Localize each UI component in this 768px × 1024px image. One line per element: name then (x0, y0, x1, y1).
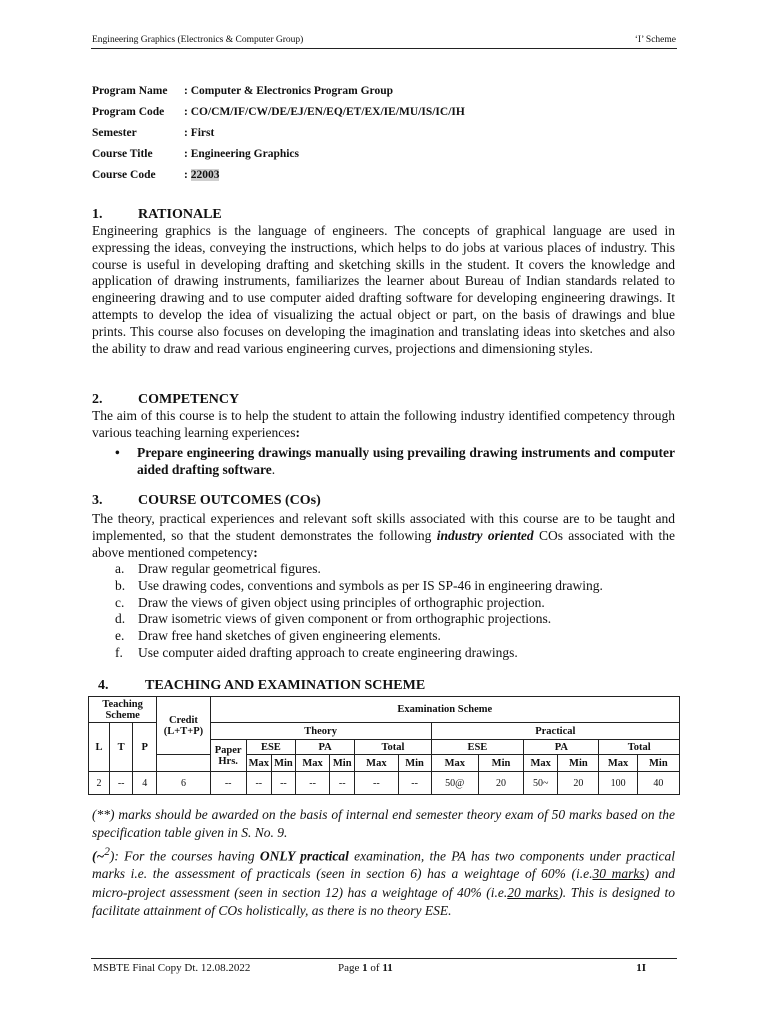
min-header: Min (398, 755, 431, 772)
min-header: Min (271, 755, 295, 772)
competency-text: The aim of this course is to help the student to attain the following industry identified competency through various teaching learning experiences (92, 408, 675, 440)
theory-header: Theory (210, 723, 431, 740)
section-number: 4. (98, 678, 109, 693)
note-superscript: 2 (104, 845, 110, 858)
min-header: Min (330, 755, 355, 772)
section-heading-rationale (92, 207, 222, 223)
meta-key: Course Code (92, 169, 156, 181)
theory-pa-header: PA (295, 740, 354, 755)
list-item (115, 611, 603, 628)
page-prefix: Page (338, 962, 363, 974)
course-code-highlight: 22003 (190, 169, 220, 181)
exam-scheme-header: Examination Scheme (210, 697, 679, 723)
footer-page-number (338, 962, 393, 974)
list-item (115, 645, 603, 662)
meta-value: : Computer & Electronics Program Group (184, 85, 393, 97)
meta-row-program-name (92, 85, 465, 106)
note-text-a: ): For the courses having (109, 848, 260, 864)
header-course-title: Engineering Graphics (Electronics & Computer Group) (92, 35, 304, 45)
table-cell: -- (210, 772, 246, 795)
meta-key: Program Code (92, 106, 165, 118)
note-underline-30: 30 marks (592, 866, 645, 882)
co-intro-colon: : (253, 544, 258, 560)
co-intro-emphasis: industry oriented (436, 527, 534, 543)
table-cell: -- (110, 772, 133, 795)
co-intro-b: COs associated with the above mentioned competency (92, 527, 675, 560)
max-header: Max (524, 755, 558, 772)
section-number: 3. (92, 493, 103, 508)
list-text: Use drawing codes, conventions and symbols as per IS SP-46 in engineering drawing. (138, 577, 603, 593)
note-text-c: ) and micro-project assessment (seen in section 12) has a weightage of 40% (i.e. (92, 866, 675, 900)
practical-header: Practical (431, 723, 679, 740)
list-item (115, 561, 603, 578)
meta-key: Semester (92, 127, 137, 139)
practical-total-header: Total (599, 740, 680, 755)
meta-value: : Engineering Graphics (184, 148, 300, 160)
table-cell: 20 (478, 772, 523, 795)
scheme-notes (92, 806, 675, 920)
meta-key: Course Title (92, 148, 153, 160)
section-heading-competency (92, 392, 239, 408)
section-title: RATIONALE (138, 207, 222, 222)
table-cell: 4 (133, 772, 157, 795)
table-cell: 40 (637, 772, 679, 795)
competency-bullet-text: Prepare engineering drawings manually using prevailing drawing instruments and computer aided drafting software (137, 445, 675, 477)
co-intro-a: The theory, practical experiences and relevant soft skills associated with this course are to be taught and implemented, so that the student demonstrates the following (92, 511, 675, 543)
table-cell: 50@ (431, 772, 478, 795)
list-item (115, 578, 603, 595)
meta-row-course-title (92, 148, 465, 169)
list-text: Draw isometric views of given component or from orthographic projections. (138, 611, 552, 627)
page-total: 11 (382, 962, 393, 974)
note-practical-pa (92, 843, 675, 921)
note-theory-marks: (**) marks should be awarded on the basis of internal end semester theory exam of 50 marks based on the specification table given in S. No. 9. (92, 807, 675, 841)
competency-bullet-text-wrap (137, 444, 675, 478)
min-header: Min (478, 755, 523, 772)
min-header: Min (637, 755, 679, 772)
teaching-scheme-header: Teaching Scheme (89, 697, 157, 723)
list-letter: c. (115, 594, 125, 610)
table-cell: 50~ (524, 772, 558, 795)
section-number: 2. (92, 392, 103, 407)
list-letter: e. (115, 628, 125, 644)
footer-code: 1I (636, 962, 646, 974)
competency-colon: : (295, 424, 301, 440)
table-cell: 20 (558, 772, 599, 795)
note-bold: ONLY practical (259, 848, 349, 864)
table-row (89, 772, 680, 795)
competency-paragraph (92, 408, 675, 442)
note-text-d: ). This is designed to facilitate attainment of COs holistically, as there is no theory ESE. (92, 884, 675, 918)
meta-value-wrap (184, 169, 219, 190)
practical-pa-header: PA (524, 740, 599, 755)
footer-copy-date: MSBTE Final Copy Dt. 12.08.2022 (93, 962, 251, 974)
section-title: COMPETENCY (138, 392, 240, 407)
note-underline-20: 20 marks (507, 884, 559, 900)
theory-total-header: Total (355, 740, 431, 755)
table-header-row (89, 755, 680, 772)
meta-colon: : (184, 169, 191, 181)
list-text: Draw the views of given object using principles of orthographic projection. (138, 594, 545, 610)
header-scheme-label: ‘I’ Scheme (634, 35, 676, 45)
list-letter: b. (115, 577, 126, 593)
meta-value: : CO/CM/IF/CW/DE/EJ/EN/EQ/ET/EX/IE/MU/IS/IC/IH (184, 106, 465, 118)
list-text: Use computer aided drafting approach to create engineering drawings. (138, 644, 518, 660)
table-header-row (89, 697, 680, 723)
min-header: Min (558, 755, 599, 772)
teaching-exam-scheme-table (88, 696, 680, 795)
table-cell: 100 (599, 772, 637, 795)
max-header: Max (295, 755, 329, 772)
page-current: 1 (362, 962, 368, 974)
bullet-period: . (271, 462, 276, 477)
max-header: Max (599, 755, 637, 772)
table-cell: 6 (157, 772, 210, 795)
section-title: TEACHING AND EXAMINATION SCHEME (145, 678, 426, 693)
section-title: COURSE OUTCOMES (COs) (138, 493, 321, 508)
bullet-dot-icon: • (115, 445, 120, 460)
credit-header: Credit (L+T+P) (157, 697, 210, 755)
table-cell: -- (398, 772, 431, 795)
l-header: L (89, 723, 110, 772)
page-footer (91, 958, 677, 979)
list-letter: f. (115, 644, 123, 660)
list-letter: d. (115, 611, 126, 627)
running-header (91, 34, 677, 49)
table-cell: -- (246, 772, 271, 795)
note-open: (~ (92, 848, 105, 864)
max-header: Max (355, 755, 398, 772)
meta-row-program-code (92, 106, 465, 127)
table-cell: -- (355, 772, 398, 795)
list-letter: a. (115, 561, 125, 576)
course-outcomes-list (115, 561, 603, 662)
credit-blank-cell (157, 755, 210, 772)
paper-hrs-header: Paper Hrs. (210, 740, 246, 772)
meta-value: : First (184, 127, 215, 139)
list-text: Draw free hand sketches of given engineering elements. (138, 628, 441, 644)
theory-ese-header: ESE (246, 740, 295, 755)
meta-row-semester (92, 127, 465, 148)
section-number: 1. (92, 207, 103, 222)
section-heading-course-outcomes (92, 493, 321, 509)
table-cell: -- (271, 772, 295, 795)
rationale-paragraph: Engineering graphics is the language of engineers. The concepts of graphical language are used in expressing the ideas, conveying the instructions, which helps to do jobs at various places of industry. This course is useful in developing drafting and sketching skills in the student. It covers the knowledge and application of drawing instruments, familiarizes the learner about Bureau of Indian standards related to engineering drawing and to use computer aided drafting software for developing engineering drawings. It attempts to develop the idea of visualizing the actual object or part, on the basis of drawings and blue prints. This course also focuses on developing the imagination and translating ideas into sketches and also the ability to draw and read various engineering curves, projections and dimensioning styles. (92, 223, 675, 356)
table-cell: 2 (89, 772, 110, 795)
meta-key: Program Name (92, 85, 168, 97)
list-text: Draw regular geometrical figures. (138, 561, 321, 576)
t-header: T (110, 723, 133, 772)
page-of: of (367, 962, 383, 974)
competency-bullet (115, 444, 675, 478)
table-cell: -- (330, 772, 355, 795)
course-meta (92, 85, 465, 190)
practical-ese-header: ESE (431, 740, 523, 755)
p-header: P (133, 723, 157, 772)
note-text-b: examination, the PA has two components under practical marks i.e. the assessment of practicals (seen in section 6) has a weightage of 60% (i.e. (92, 848, 675, 882)
section-heading-teaching-scheme (98, 678, 425, 694)
meta-row-course-code (92, 169, 465, 190)
max-header: Max (246, 755, 271, 772)
list-item (115, 628, 603, 645)
max-header: Max (431, 755, 478, 772)
course-outcomes-paragraph (92, 511, 675, 561)
table-cell: -- (295, 772, 329, 795)
list-item (115, 595, 603, 612)
